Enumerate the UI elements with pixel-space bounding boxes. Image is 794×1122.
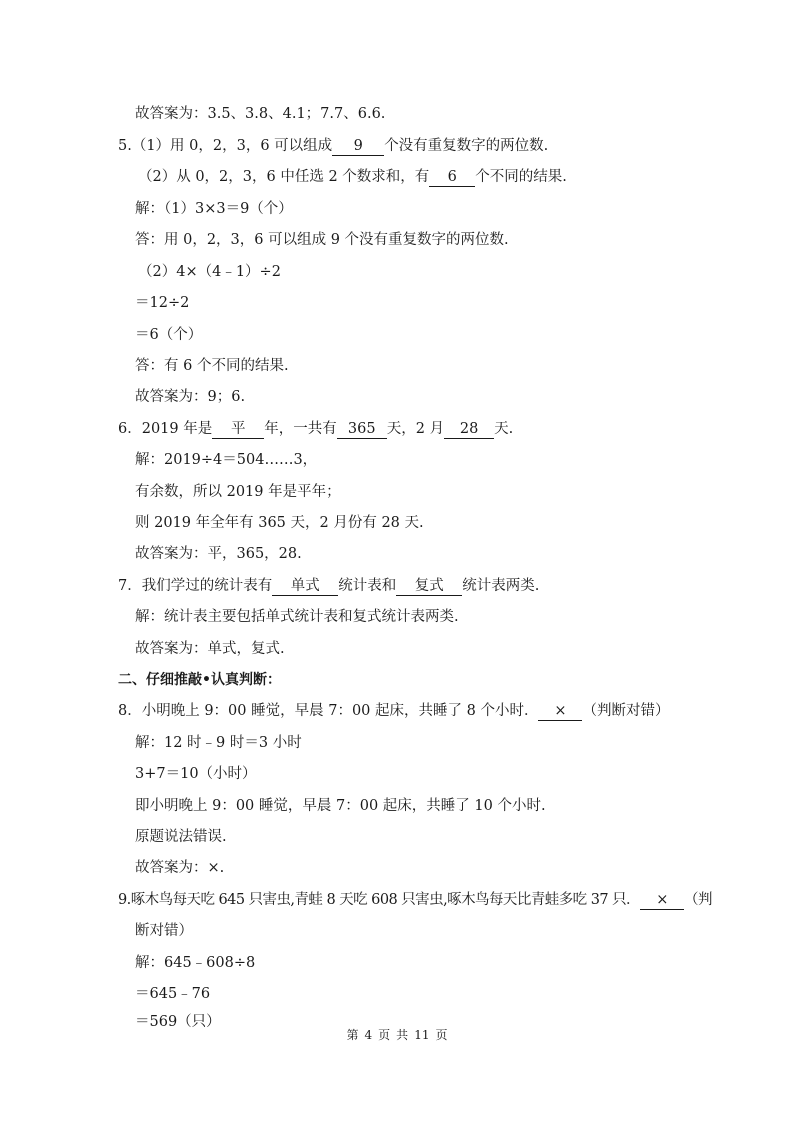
question-5-part-1 [118, 136, 548, 156]
page-number: 4 [364, 1028, 373, 1042]
question-6 [118, 419, 513, 439]
page-footer [0, 1027, 794, 1043]
q9-blank: × [640, 891, 684, 910]
question-9 [118, 890, 712, 910]
q5-text-head: 5.（1）用 0，2，3，6 可以组成 [118, 138, 333, 154]
q7-text-tail: 统计表两类. [462, 578, 540, 594]
solution-line: 解：2019÷4＝504……3， [135, 452, 318, 468]
question-5-part-2 [138, 167, 567, 187]
q8-text-tail: （判断对错） [582, 703, 670, 719]
section-heading: 二、仔细推敲•认真判断： [118, 672, 281, 688]
answer-line: 故答案为：平，365，28. [135, 546, 302, 562]
solution-line: 有余数，所以 2019 年是平年； [135, 484, 341, 500]
q6-text-head: 6．2019 年是 [118, 421, 213, 437]
solution-line: 解：（1）3×3＝9（个） [135, 201, 293, 217]
footer-word: 第 [346, 1028, 359, 1042]
q5b-text-tail: 个不同的结果. [475, 169, 567, 185]
solution-line: 原题说法错误. [135, 829, 227, 845]
solution-line: 即小明晚上 9：00 睡觉，早晨 7：00 起床，共睡了 10 个小时. [135, 798, 546, 814]
solution-line: 则 2019 年全年有 365 天，2 月份有 28 天. [135, 515, 424, 531]
q6-text-tail: 天. [494, 421, 514, 437]
q8-text-head: 8．小明晚上 9：00 睡觉，早晨 7：00 起床，共睡了 8 个小时． [118, 703, 539, 719]
q9-text-tail: （判 [684, 892, 712, 908]
q6-blank-1: 平 [212, 420, 264, 439]
q6-blank-2: 365 [337, 420, 387, 439]
solution-line: 解：645﹣608÷8 [135, 955, 256, 971]
answer-line: 故答案为：3.5、3.8、4.1；7.7、6.6. [135, 106, 386, 122]
solution-line: （2）4×（4﹣1）÷2 [138, 264, 281, 280]
answer-line: 故答案为：×. [135, 860, 225, 876]
question-8 [118, 701, 669, 721]
q6-text-mid-1: 年，一共有 [264, 421, 337, 437]
solution-line: ＝569（只） [135, 1014, 221, 1030]
solution-line: ＝6（个） [135, 327, 203, 343]
q6-text-mid-2: 天，2 月 [386, 421, 445, 437]
answer-line: 故答案为：9；6. [135, 389, 246, 405]
answer-line: 故答案为：单式，复式. [135, 641, 285, 657]
q7-text-mid: 统计表和 [338, 578, 397, 594]
answer-line: 答：用 0，2，3，6 可以组成 9 个没有重复数字的两位数. [135, 232, 509, 248]
solution-line: 解：12 时﹣9 时＝3 小时 [135, 735, 302, 751]
q5-blank-1: 9 [332, 137, 384, 156]
footer-word: 共 [396, 1028, 409, 1042]
q6-blank-3: 28 [444, 420, 494, 439]
solution-line: 解：统计表主要包括单式统计表和复式统计表两类. [135, 609, 459, 625]
q9-text-head: 9.啄木鸟每天吃 645 只害虫,青蛙 8 天吃 608 只害虫,啄木鸟每天比青蛙多吃 37 只． [118, 892, 641, 908]
solution-line: 3+7＝10（小时） [135, 766, 257, 782]
question-7 [118, 576, 539, 596]
q8-blank: × [538, 702, 582, 721]
answer-line: 答：有 6 个不同的结果. [135, 358, 289, 374]
q5b-blank: 6 [429, 168, 475, 187]
solution-line: ＝645﹣76 [135, 986, 211, 1002]
q5-text-tail: 个没有重复数字的两位数. [384, 138, 549, 154]
q7-text-head: 7．我们学过的统计表有 [118, 578, 273, 594]
q7-blank-1: 单式 [272, 577, 338, 596]
solution-line: ＝12÷2 [135, 295, 190, 311]
q5b-text-head: （2）从 0，2，3，6 中任选 2 个数求和，有 [138, 169, 430, 185]
question-9-continued: 断对错） [135, 923, 193, 939]
footer-word: 页 [435, 1028, 448, 1042]
page-total: 11 [414, 1028, 430, 1042]
footer-word: 页 [378, 1028, 391, 1042]
q7-blank-2: 复式 [396, 577, 462, 596]
